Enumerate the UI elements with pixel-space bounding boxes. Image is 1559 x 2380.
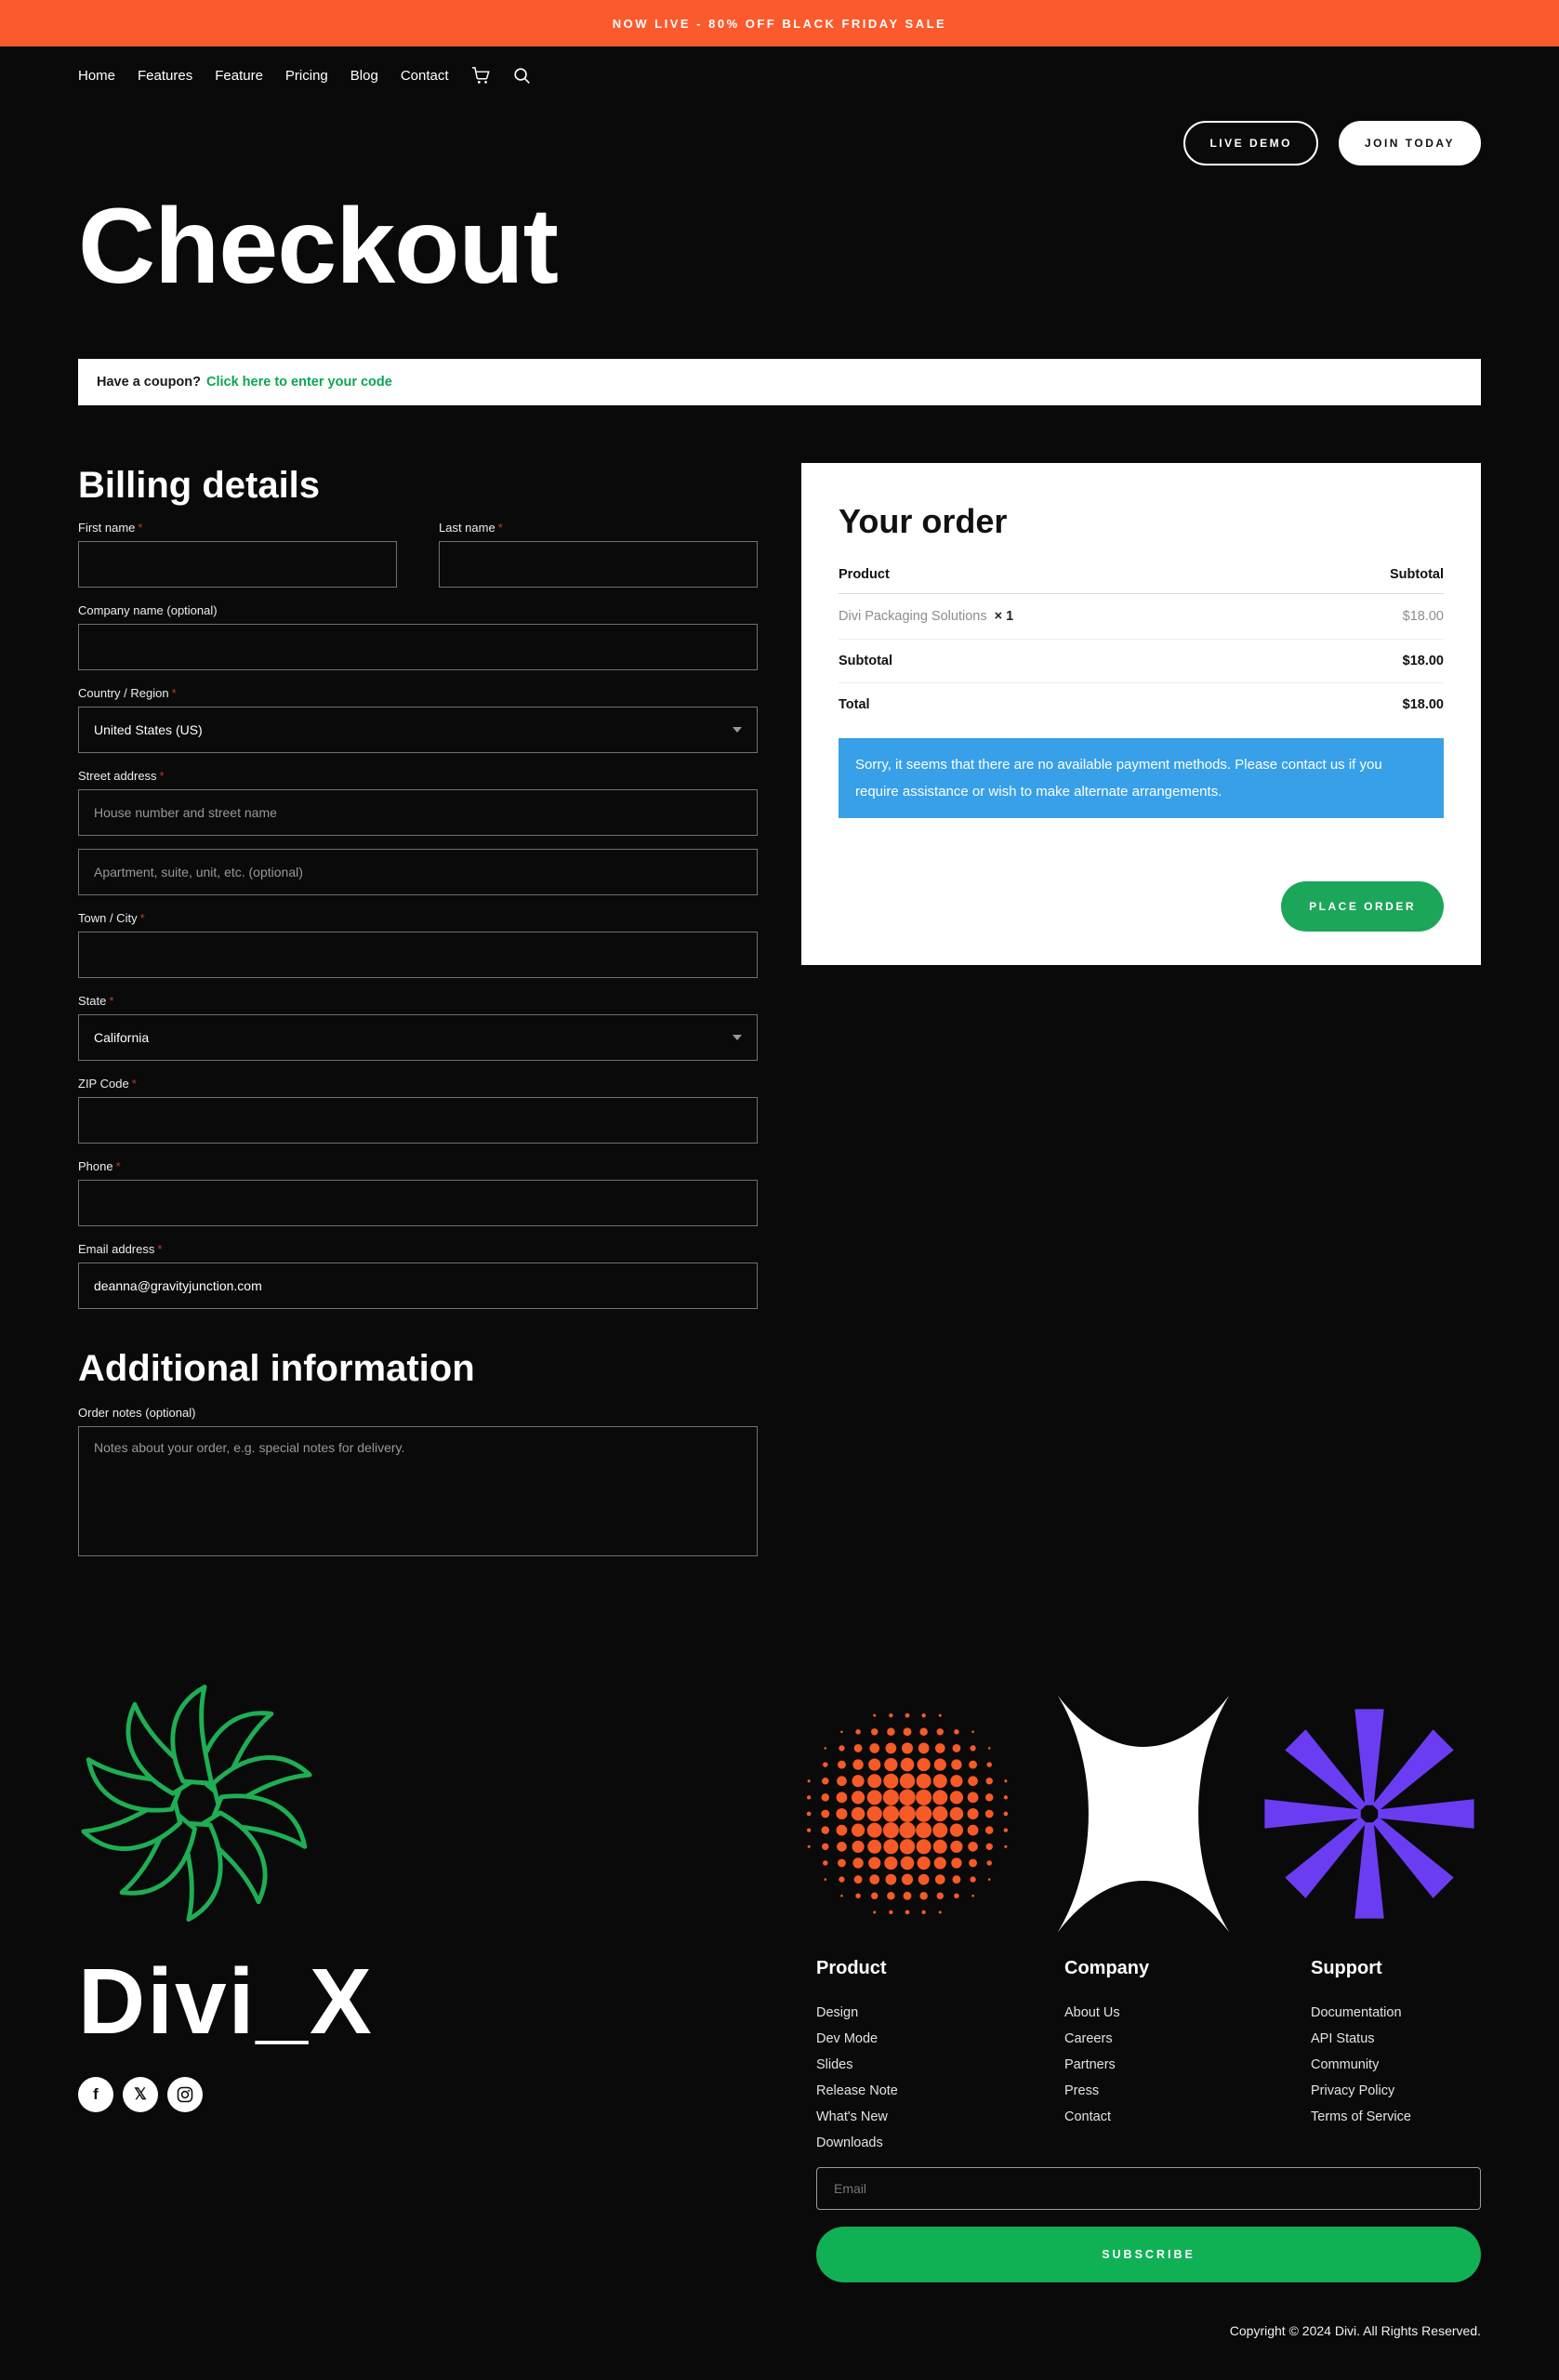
city-group (78, 911, 758, 978)
required-mark: * (138, 520, 143, 535)
order-subtotal-row (839, 640, 1444, 683)
state-group (78, 994, 758, 1061)
social-links (78, 2077, 506, 2112)
footer-link-privacy-policy[interactable]: Privacy Policy (1311, 2082, 1395, 2098)
required-mark: * (131, 1076, 137, 1091)
item-price: $18.00 (1402, 608, 1444, 624)
required-mark: * (157, 1241, 163, 1256)
email-group (78, 1242, 758, 1309)
name-row (78, 521, 758, 588)
nav-link-feature[interactable]: Feature (215, 68, 263, 84)
checkout-main (78, 463, 1481, 1577)
state-label: State * (78, 993, 114, 1008)
order-table-header (839, 567, 1444, 594)
order-title: Your order (839, 501, 1008, 540)
footer-link-slides[interactable]: Slides (816, 2056, 853, 2072)
footer-link-documentation[interactable]: Documentation (1311, 2004, 1402, 2020)
footer-column-title: Product (816, 1957, 887, 1978)
first-name-label: First name * (78, 520, 143, 535)
company-label: Company name (optional) (78, 602, 218, 617)
chevron-down-icon (733, 1035, 742, 1040)
order-notes-label: Order notes (optional) (78, 1405, 196, 1420)
site-header (78, 46, 1481, 150)
additional-info-title: Additional information (78, 1347, 475, 1389)
last-name-field[interactable] (439, 541, 758, 588)
state-select[interactable] (78, 1014, 758, 1061)
order-notes-group (78, 1406, 758, 1561)
halftone-circle-shape (786, 1685, 1028, 1943)
order-table (839, 567, 1444, 712)
footer-link-release-note[interactable]: Release Note (816, 2082, 898, 2098)
coupon-question: Have a coupon? (97, 374, 201, 390)
footer-decor-shapes (786, 1685, 1481, 1943)
footer-link-careers[interactable]: Careers (1064, 2030, 1113, 2046)
total-value: $18.00 (1402, 696, 1444, 712)
footer-link-whats-new[interactable]: What's New (816, 2109, 888, 2124)
order-line-item (839, 594, 1444, 640)
last-name-group (439, 521, 758, 588)
nav-link-home[interactable]: Home (78, 68, 116, 84)
nav-link-blog[interactable]: Blog (350, 68, 378, 84)
required-mark: * (109, 993, 114, 1008)
first-name-field[interactable] (78, 541, 397, 588)
nav-link-pricing[interactable]: Pricing (284, 68, 328, 84)
live-demo-button[interactable]: LIVE DEMO (1183, 121, 1318, 165)
subscribe-button[interactable]: SUBSCRIBE (816, 2227, 1481, 2282)
main-nav (78, 46, 1481, 85)
chevron-down-icon (733, 727, 742, 733)
email-label: Email address * (78, 1241, 163, 1256)
order-summary-box (801, 463, 1481, 965)
footer-link-terms-of-service[interactable]: Terms of Service (1311, 2109, 1411, 2124)
billing-section (78, 463, 758, 1577)
promo-banner-text: NOW LIVE - 80% OFF BLACK FRIDAY SALE (612, 16, 947, 31)
footer-link-design[interactable]: Design (816, 2004, 859, 2020)
footer-link-partners[interactable]: Partners (1064, 2056, 1116, 2072)
required-mark: * (497, 520, 503, 535)
item-name: Divi Packaging Solutions (839, 608, 987, 624)
street-address2-field[interactable] (78, 849, 758, 895)
subtotal-header: Subtotal (1390, 566, 1444, 582)
footer-link-dev-mode[interactable]: Dev Mode (816, 2030, 879, 2046)
instagram-icon[interactable] (167, 2077, 203, 2112)
required-mark: * (139, 910, 145, 925)
purple-asterisk-shape (1258, 1685, 1481, 1943)
footer-link-api-status[interactable]: API Status (1311, 2030, 1375, 2046)
footer-link-about-us[interactable]: About Us (1064, 2004, 1120, 2020)
site-footer (78, 1685, 1481, 2338)
newsletter-email-input[interactable] (816, 2167, 1481, 2210)
brand-logo-pinwheel (78, 1685, 315, 1922)
page-title: Checkout (78, 187, 558, 306)
footer-link-contact[interactable]: Contact (1064, 2109, 1111, 2124)
footer-link-downloads[interactable]: Downloads (816, 2135, 883, 2150)
city-label: Town / City * (78, 910, 145, 925)
zip-label: ZIP Code * (78, 1076, 137, 1091)
footer-links-block (816, 1685, 1481, 2338)
phone-label: Phone * (78, 1158, 121, 1173)
street-label: Street address * (78, 768, 165, 783)
coupon-bar (78, 359, 1481, 405)
email-field[interactable] (78, 1263, 758, 1309)
order-notes-field[interactable] (78, 1426, 758, 1556)
country-select[interactable] (78, 707, 758, 753)
payment-notice: Sorry, it seems that there are no available payment methods. Please contact us if you require assistance or wish to make alternate arrangements. (839, 738, 1444, 819)
item-qty: × 1 (994, 608, 1014, 624)
copyright-text: Copyright © 2024 Divi. All Rights Reserved. (1229, 2322, 1481, 2338)
brand-wordmark: Divi_X (78, 1949, 374, 2054)
header-actions (1183, 121, 1481, 165)
footer-column-title: Support (1311, 1957, 1382, 1978)
state-select-value: California (94, 1029, 150, 1045)
footer-link-press[interactable]: Press (1064, 2082, 1100, 2098)
x-twitter-icon[interactable]: 𝕏 (123, 2077, 158, 2112)
company-group (78, 603, 758, 670)
subtotal-label: Subtotal (839, 653, 892, 668)
total-label: Total (839, 696, 870, 712)
place-order-wrap (839, 881, 1444, 932)
country-select-value: United States (US) (94, 721, 203, 737)
country-label: Country / Region * (78, 685, 177, 700)
company-field[interactable] (78, 624, 758, 670)
footer-column-title: Company (1064, 1957, 1150, 1978)
first-name-group (78, 521, 397, 588)
footer-columns (816, 1958, 1481, 2156)
white-star-shape (1032, 1685, 1255, 1943)
last-name-label: Last name * (439, 520, 503, 535)
footer-brand-block (78, 1685, 506, 2338)
nav-link-features[interactable]: Features (138, 68, 193, 84)
phone-group (78, 1159, 758, 1226)
zip-field[interactable] (78, 1097, 758, 1144)
join-today-button[interactable]: JOIN TODAY (1339, 121, 1481, 165)
product-header: Product (839, 566, 890, 582)
billing-title: Billing details (78, 464, 321, 506)
street-group (78, 769, 758, 895)
facebook-icon[interactable]: f (78, 2077, 113, 2112)
country-group (78, 686, 758, 753)
cart-icon[interactable] (471, 67, 491, 85)
search-icon[interactable] (513, 67, 531, 85)
order-total-row (839, 683, 1444, 712)
phone-field[interactable] (78, 1180, 758, 1226)
footer-column-product (816, 1958, 1064, 2156)
nav-link-contact[interactable]: Contact (400, 68, 449, 84)
coupon-link[interactable]: Click here to enter your code (206, 374, 392, 390)
required-mark: * (171, 685, 177, 700)
zip-group (78, 1077, 758, 1144)
subtotal-value: $18.00 (1402, 653, 1444, 668)
place-order-button[interactable]: PLACE ORDER (1281, 881, 1444, 932)
required-mark: * (159, 768, 165, 783)
promo-banner (0, 0, 1559, 46)
footer-column-company (1064, 1958, 1311, 2156)
footer-link-community[interactable]: Community (1311, 2056, 1380, 2072)
footer-column-support (1311, 1958, 1481, 2156)
street-address-field[interactable] (78, 789, 758, 836)
required-mark: * (115, 1158, 121, 1173)
city-field[interactable] (78, 932, 758, 978)
